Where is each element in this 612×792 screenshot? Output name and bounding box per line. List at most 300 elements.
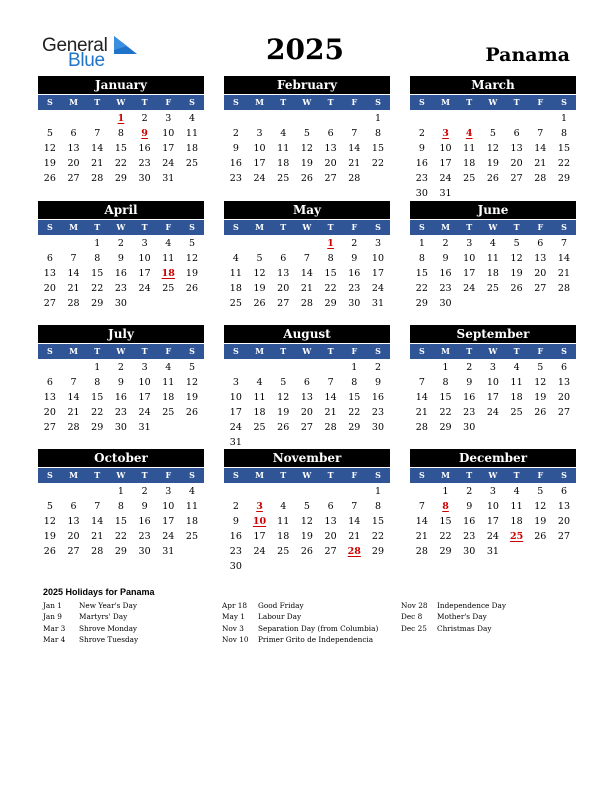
day-cell: 9 xyxy=(374,377,381,388)
day-cell: 17 xyxy=(253,158,266,169)
empty-day-cell xyxy=(319,435,343,450)
day-cell: 14 xyxy=(91,516,104,527)
day-cell: 22 xyxy=(415,283,428,294)
weekday-label: T xyxy=(94,346,101,356)
day-cell: 12 xyxy=(277,392,290,403)
empty-day-cell xyxy=(481,111,505,126)
day-cell: 12 xyxy=(185,377,199,388)
day-cell: 11 xyxy=(229,268,242,279)
day-cell: 7 xyxy=(327,377,334,388)
empty-day-cell xyxy=(224,484,248,499)
day-cell: 4 xyxy=(188,113,195,124)
holiday-name: Labour Day xyxy=(258,612,302,622)
empty-day-cell xyxy=(295,360,319,375)
day-cell: 7 xyxy=(94,501,101,512)
month-title: November xyxy=(224,449,390,467)
day-cell: 28 xyxy=(534,173,547,184)
day-cell: 9 xyxy=(466,377,473,388)
holiday-date: Dec 8 xyxy=(401,612,423,622)
weekday-label: S xyxy=(232,470,239,480)
weekday-label: T xyxy=(141,470,148,480)
day-cell: 1 xyxy=(560,113,567,124)
holiday-day-cell: 4 xyxy=(465,128,473,139)
day-cell: 15 xyxy=(371,516,385,527)
week-row xyxy=(38,156,204,171)
day-cell: 4 xyxy=(513,362,520,373)
day-cell: 13 xyxy=(67,143,80,154)
empty-day-cell xyxy=(457,296,481,311)
day-cell: 21 xyxy=(91,158,104,169)
day-cell: 11 xyxy=(162,253,175,264)
weekday-label: F xyxy=(165,97,172,107)
day-cell: 12 xyxy=(300,143,313,154)
day-cell: 16 xyxy=(229,531,242,542)
empty-day-cell xyxy=(295,111,319,126)
empty-day-cell xyxy=(528,111,552,126)
weekday-label: T xyxy=(513,346,520,356)
weekday-header-row xyxy=(224,468,390,483)
empty-day-cell xyxy=(552,296,576,311)
empty-day-cell xyxy=(271,559,295,574)
empty-day-cell xyxy=(133,296,157,311)
empty-day-cell xyxy=(505,544,529,559)
day-cell: 21 xyxy=(300,283,313,294)
day-cell: 30 xyxy=(138,546,151,557)
day-cell: 29 xyxy=(439,546,452,557)
day-cell: 14 xyxy=(415,392,428,403)
month-title: October xyxy=(38,449,204,467)
day-cell: 16 xyxy=(415,158,428,169)
day-cell: 24 xyxy=(138,407,151,418)
holidays-column xyxy=(43,601,138,647)
day-cell: 19 xyxy=(534,392,547,403)
empty-day-cell xyxy=(38,484,62,499)
weekday-label: W xyxy=(302,222,312,232)
generalblue-logo xyxy=(42,35,142,71)
holiday-item xyxy=(401,624,506,635)
empty-day-cell xyxy=(481,296,505,311)
calendar-year-title: 2025 xyxy=(266,33,344,66)
day-cell: 9 xyxy=(232,516,239,527)
day-cell: 20 xyxy=(67,531,80,542)
day-cell: 22 xyxy=(371,531,385,542)
day-cell: 16 xyxy=(114,268,127,279)
day-cell: 21 xyxy=(324,407,337,418)
day-cell: 26 xyxy=(300,546,313,557)
day-cell: 23 xyxy=(415,173,428,184)
day-cell: 29 xyxy=(348,422,361,433)
week-row xyxy=(410,296,576,311)
day-cell: 14 xyxy=(557,253,571,264)
day-cell: 12 xyxy=(534,501,547,512)
day-cell: 4 xyxy=(165,362,172,373)
weekday-label: M xyxy=(441,346,450,356)
week-row xyxy=(410,281,576,296)
empty-day-cell xyxy=(528,296,552,311)
day-cell: 14 xyxy=(348,516,361,527)
day-cell: 10 xyxy=(229,392,242,403)
day-cell: 3 xyxy=(466,238,473,249)
day-cell: 28 xyxy=(91,173,104,184)
day-cell: 7 xyxy=(70,253,77,264)
day-cell: 17 xyxy=(253,531,266,542)
weekday-label: S xyxy=(375,97,381,107)
holiday-date: Nov 3 xyxy=(222,623,244,633)
day-cell: 7 xyxy=(351,128,358,139)
day-cell: 11 xyxy=(510,501,523,512)
day-cell: 26 xyxy=(534,407,547,418)
holidays-title: 2025 Holidays for Panama xyxy=(43,587,155,597)
day-cell: 25 xyxy=(253,422,266,433)
weekday-label: M xyxy=(441,470,450,480)
empty-day-cell xyxy=(319,111,343,126)
week-row xyxy=(410,484,576,499)
day-cell: 19 xyxy=(185,268,199,279)
day-cell: 12 xyxy=(43,516,56,527)
weekday-label: M xyxy=(255,346,264,356)
day-cell: 4 xyxy=(188,486,195,497)
day-cell: 7 xyxy=(303,253,310,264)
day-cell: 31 xyxy=(162,546,175,557)
weekday-label: T xyxy=(513,222,520,232)
day-cell: 27 xyxy=(510,173,523,184)
holiday-name: Good Friday xyxy=(258,601,304,610)
weekday-label: S xyxy=(418,346,425,356)
day-cell: 5 xyxy=(513,238,520,249)
holiday-name: Mother's Day xyxy=(437,612,487,622)
weekday-label: T xyxy=(280,470,287,480)
day-cell: 20 xyxy=(534,268,547,279)
holiday-name: Shrove Monday xyxy=(79,623,138,633)
day-cell: 8 xyxy=(442,377,449,388)
day-cell: 22 xyxy=(557,158,571,169)
week-row xyxy=(224,499,390,514)
weekday-header-row xyxy=(224,220,390,235)
day-cell: 2 xyxy=(442,238,449,249)
holiday-day-cell: 8 xyxy=(442,501,449,512)
day-cell: 16 xyxy=(138,516,151,527)
empty-day-cell xyxy=(366,435,390,450)
day-cell: 25 xyxy=(463,173,476,184)
day-cell: 5 xyxy=(46,501,53,512)
empty-day-cell xyxy=(224,111,248,126)
month-title: September xyxy=(410,325,576,343)
day-cell: 10 xyxy=(162,501,175,512)
week-row xyxy=(224,390,390,405)
month-title: December xyxy=(410,449,576,467)
weekday-header-row xyxy=(224,344,390,359)
weekday-header-row xyxy=(410,95,576,110)
empty-day-cell xyxy=(481,186,505,201)
empty-day-cell xyxy=(38,360,62,375)
day-cell: 18 xyxy=(229,283,242,294)
day-cell: 9 xyxy=(141,501,148,512)
day-cell: 1 xyxy=(94,362,101,373)
day-cell: 25 xyxy=(277,546,290,557)
weekday-label: S xyxy=(46,97,53,107)
holiday-day-cell: 1 xyxy=(327,238,334,249)
day-cell: 16 xyxy=(229,158,242,169)
weekday-label: F xyxy=(165,222,172,232)
empty-day-cell xyxy=(180,171,204,186)
weekday-label: M xyxy=(69,97,78,107)
day-cell: 12 xyxy=(43,143,56,154)
week-row xyxy=(410,236,576,251)
empty-day-cell xyxy=(410,484,434,499)
holiday-item xyxy=(43,601,138,612)
day-cell: 23 xyxy=(463,407,476,418)
holiday-day-cell: 10 xyxy=(252,516,267,527)
day-cell: 30 xyxy=(348,298,361,309)
empty-day-cell xyxy=(156,420,180,435)
day-cell: 5 xyxy=(188,362,195,373)
weekday-label: T xyxy=(141,346,148,356)
empty-day-cell xyxy=(180,296,204,311)
week-row xyxy=(38,375,204,390)
day-cell: 6 xyxy=(46,253,53,264)
day-cell: 3 xyxy=(489,486,496,497)
weekday-header-row xyxy=(224,95,390,110)
day-cell: 18 xyxy=(185,143,199,154)
month-title: January xyxy=(38,76,204,94)
month-title: July xyxy=(38,325,204,343)
day-cell: 27 xyxy=(534,283,547,294)
day-cell: 23 xyxy=(229,546,242,557)
day-cell: 20 xyxy=(43,283,56,294)
weekday-label: T xyxy=(327,346,334,356)
day-cell: 26 xyxy=(300,173,313,184)
day-cell: 17 xyxy=(138,268,151,279)
day-cell: 30 xyxy=(114,422,127,433)
month-november xyxy=(224,449,390,574)
weekday-label: S xyxy=(232,346,239,356)
holiday-date: Dec 25 xyxy=(401,623,427,633)
weekday-label: S xyxy=(189,97,195,107)
week-row xyxy=(224,420,390,435)
weekday-label: S xyxy=(189,470,195,480)
day-cell: 9 xyxy=(442,253,449,264)
day-cell: 6 xyxy=(70,501,77,512)
day-cell: 9 xyxy=(117,253,124,264)
week-row xyxy=(38,171,204,186)
month-title: April xyxy=(38,201,204,219)
week-row xyxy=(410,266,576,281)
day-cell: 24 xyxy=(486,407,499,418)
day-cell: 2 xyxy=(418,128,425,139)
day-cell: 15 xyxy=(415,268,428,279)
empty-day-cell xyxy=(410,360,434,375)
day-cell: 9 xyxy=(232,143,239,154)
day-cell: 9 xyxy=(418,143,425,154)
day-cell: 17 xyxy=(439,158,452,169)
day-cell: 13 xyxy=(324,143,337,154)
day-cell: 22 xyxy=(371,158,385,169)
month-january xyxy=(38,76,204,186)
day-cell: 2 xyxy=(141,113,148,124)
day-cell: 13 xyxy=(300,392,313,403)
holiday-date: May 1 xyxy=(222,612,245,622)
day-cell: 1 xyxy=(374,113,381,124)
day-cell: 11 xyxy=(162,377,175,388)
week-row xyxy=(410,375,576,390)
day-cell: 23 xyxy=(138,531,151,542)
day-cell: 27 xyxy=(324,546,337,557)
day-cell: 20 xyxy=(43,407,56,418)
day-cell: 27 xyxy=(557,531,571,542)
day-cell: 24 xyxy=(371,283,385,294)
weekday-label: T xyxy=(141,97,148,107)
day-cell: 11 xyxy=(277,143,290,154)
day-cell: 1 xyxy=(442,362,449,373)
week-row xyxy=(38,529,204,544)
holiday-day-cell: 3 xyxy=(256,501,263,512)
weekday-label: W xyxy=(116,222,126,232)
day-cell: 15 xyxy=(114,516,127,527)
day-cell: 15 xyxy=(348,392,361,403)
day-cell: 28 xyxy=(67,298,80,309)
empty-day-cell xyxy=(271,484,295,499)
day-cell: 27 xyxy=(43,298,56,309)
day-cell: 17 xyxy=(162,516,175,527)
weekday-label: F xyxy=(351,222,358,232)
weekday-label: W xyxy=(116,346,126,356)
weekday-header-row xyxy=(38,220,204,235)
weekday-label: S xyxy=(46,470,53,480)
day-cell: 2 xyxy=(374,362,381,373)
day-cell: 29 xyxy=(324,298,337,309)
day-cell: 14 xyxy=(324,392,337,403)
day-cell: 29 xyxy=(91,422,104,433)
day-cell: 5 xyxy=(188,238,195,249)
day-cell: 18 xyxy=(277,158,290,169)
day-cell: 13 xyxy=(534,253,547,264)
day-cell: 28 xyxy=(91,546,104,557)
day-cell: 1 xyxy=(442,486,449,497)
holiday-item xyxy=(401,612,506,623)
week-row xyxy=(224,405,390,420)
day-cell: 29 xyxy=(91,298,104,309)
weekday-label: T xyxy=(466,222,473,232)
day-cell: 30 xyxy=(415,188,428,199)
week-row xyxy=(38,360,204,375)
day-cell: 3 xyxy=(256,128,263,139)
day-cell: 16 xyxy=(463,516,476,527)
day-cell: 26 xyxy=(43,546,56,557)
weekday-label: W xyxy=(302,97,312,107)
day-cell: 7 xyxy=(560,238,567,249)
day-cell: 21 xyxy=(67,407,80,418)
day-cell: 24 xyxy=(162,158,175,169)
weekday-label: M xyxy=(441,222,450,232)
day-cell: 24 xyxy=(253,173,266,184)
day-cell: 11 xyxy=(185,128,199,139)
month-title: March xyxy=(410,76,576,94)
day-cell: 22 xyxy=(439,407,452,418)
weekday-label: S xyxy=(46,346,53,356)
empty-day-cell xyxy=(366,559,390,574)
day-cell: 1 xyxy=(351,362,358,373)
day-cell: 18 xyxy=(510,392,523,403)
day-cell: 27 xyxy=(67,173,80,184)
day-cell: 22 xyxy=(439,531,452,542)
empty-day-cell xyxy=(180,544,204,559)
day-cell: 27 xyxy=(277,298,290,309)
week-row xyxy=(224,435,390,450)
week-row xyxy=(410,251,576,266)
day-cell: 7 xyxy=(351,501,358,512)
day-cell: 31 xyxy=(162,173,175,184)
day-cell: 24 xyxy=(138,283,151,294)
day-cell: 21 xyxy=(91,531,104,542)
day-cell: 17 xyxy=(486,516,499,527)
weekday-label: S xyxy=(46,222,53,232)
empty-day-cell xyxy=(410,111,434,126)
empty-day-cell xyxy=(271,360,295,375)
day-cell: 10 xyxy=(463,253,476,264)
weekday-label: M xyxy=(69,346,78,356)
day-cell: 15 xyxy=(114,143,127,154)
week-row xyxy=(224,281,390,296)
day-cell: 27 xyxy=(43,422,56,433)
day-cell: 24 xyxy=(229,422,242,433)
weekday-label: M xyxy=(69,222,78,232)
empty-day-cell xyxy=(528,420,552,435)
day-cell: 20 xyxy=(557,516,571,527)
day-cell: 7 xyxy=(70,377,77,388)
week-row xyxy=(410,360,576,375)
weekday-label: T xyxy=(94,222,101,232)
day-cell: 16 xyxy=(463,392,476,403)
day-cell: 8 xyxy=(94,377,101,388)
week-row xyxy=(410,405,576,420)
empty-day-cell xyxy=(295,435,319,450)
day-cell: 28 xyxy=(348,173,361,184)
weekday-label: S xyxy=(561,97,567,107)
empty-day-cell xyxy=(319,484,343,499)
holiday-item xyxy=(222,601,378,612)
holiday-date: Apr 18 xyxy=(222,601,248,610)
day-cell: 11 xyxy=(463,143,476,154)
week-row xyxy=(224,544,390,559)
day-cell: 31 xyxy=(229,437,242,448)
day-cell: 31 xyxy=(486,546,499,557)
day-cell: 18 xyxy=(510,516,523,527)
empty-day-cell xyxy=(85,484,109,499)
week-row xyxy=(410,171,576,186)
day-cell: 14 xyxy=(534,143,547,154)
week-row xyxy=(224,514,390,529)
day-cell: 29 xyxy=(439,422,452,433)
day-cell: 27 xyxy=(300,422,313,433)
day-cell: 6 xyxy=(513,128,520,139)
day-cell: 12 xyxy=(185,253,199,264)
day-cell: 26 xyxy=(534,531,547,542)
weekday-header-row xyxy=(410,468,576,483)
day-cell: 26 xyxy=(43,173,56,184)
day-cell: 7 xyxy=(537,128,544,139)
day-cell: 15 xyxy=(439,516,452,527)
weekday-label: W xyxy=(116,470,126,480)
day-cell: 22 xyxy=(348,407,361,418)
weekday-label: T xyxy=(280,222,287,232)
day-cell: 27 xyxy=(557,407,571,418)
day-cell: 30 xyxy=(114,298,127,309)
day-cell: 19 xyxy=(486,158,499,169)
holiday-day-cell: 1 xyxy=(117,113,125,124)
day-cell: 8 xyxy=(560,128,567,139)
week-row xyxy=(224,126,390,141)
logo-text-blue: Blue xyxy=(68,50,105,71)
